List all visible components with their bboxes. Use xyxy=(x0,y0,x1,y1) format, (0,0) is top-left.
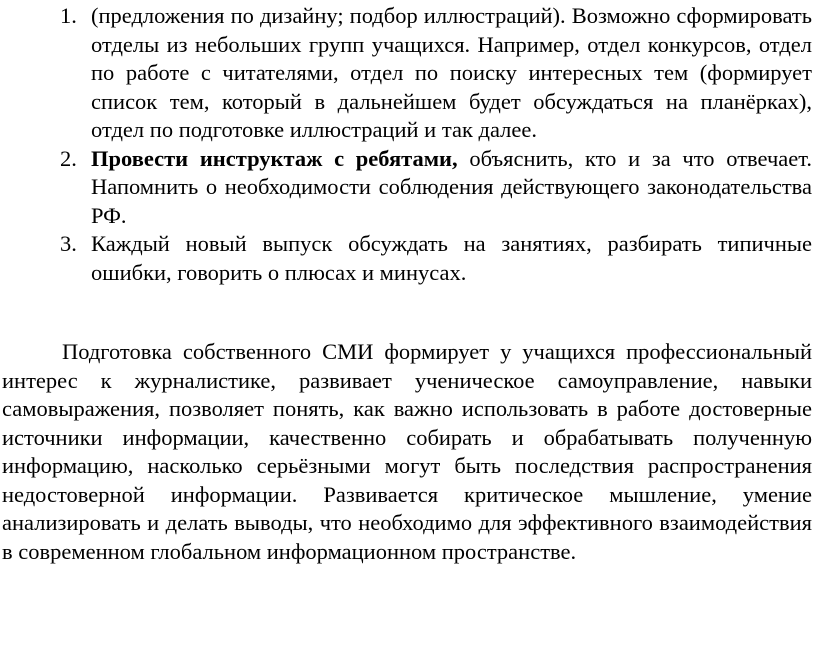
list-item-number: 3. xyxy=(60,231,77,256)
body-paragraph: Подготовка собственного СМИ формирует у учащихся профессиональный интерес к журналистике, развивает ученическое самоуправление, навыки самовыражения, позволяет понять, как важно использовать в работе достоверные источники информации, качественно собирать и обрабатывать полученную информацию, насколько серьёзными могут быть последствия распространения недостоверной информации. Развивается критическое мышление, умение анализировать и делать выводы, что необходимо для эффективного взаимодействия в современном глобальном информационном пространстве. xyxy=(2,339,812,564)
numbered-list xyxy=(0,2,816,287)
list-item-text: (предложения по дизайну; подбор иллюстраций). Возможно сформировать отделы из небольших групп учащихся. Например, отдел конкурсов, отдел по работе с читателями, отдел по поиску интересных тем (формирует список тем, который в дальнейшем будет обсуждаться на планёрках), отдел по подготовке иллюстраций и так далее. xyxy=(91,3,812,142)
list-item-number: 1. xyxy=(60,3,77,28)
list-item xyxy=(0,145,816,231)
list-item xyxy=(0,230,816,287)
list-item-bold-text: Провести инструктаж с ребятами, xyxy=(91,145,458,171)
list-item-text: объяснить, кто и за что отвечает. Напомнить о необходимости соблюдения действующего законодательства РФ. xyxy=(91,145,813,228)
list-item xyxy=(0,2,816,145)
list-item-text: Каждый новый выпуск обсуждать на занятиях, разбирать типичные ошибки, говорить о плюсах и минусах. xyxy=(91,231,812,285)
list-item-number: 2. xyxy=(60,145,77,171)
